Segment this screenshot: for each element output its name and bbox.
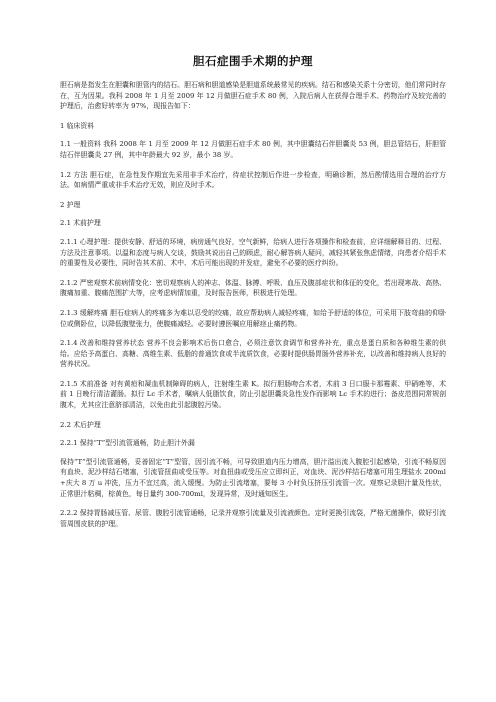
subsection-heading-t-tube: 2.2.1 保持“T”型引流管通畅，防止胆汁外漏 — [60, 439, 195, 448]
section-heading-nursing: 2 护理 — [60, 200, 81, 209]
paragraph-general-data: 1.1 一般资料 我科 2008 年 1 月至 2009 年 12 月做胆石症手术 80 例，其中胆囊结石伴胆囊炎 53 例，胆总管结石，肝胆管结石伴胆囊炎 27 例，其中年龄最大 92 岁，最小 38 岁。 — [60, 140, 446, 159]
paragraph-nutrition: 2.1.4 改善和维持营养状态 营养不良会影响术后伤口愈合，必须注意饮食调节和营养补充，重点是蛋白质和各种维生素的供给。应给予高蛋白、高糖、高维生素、低脂的普通饮食或半流质饮食，必要时提供肠胃肠外营养补充，以改善和维持病人良好的营养状况。 — [60, 339, 446, 369]
paragraph-method: 1.2 方法 胆石症，在急性发作期宜先采用非手术治疗，待症状控制后作进一步检查，明确诊断，然后酌情选用合理的治疗方法。如病情严重或非手术治疗无效，则应及时手术。 — [60, 170, 446, 190]
subsection-heading-postop: 2.2 术后护理 — [60, 420, 101, 429]
section-heading-clinical-data: 1 临床资料 — [60, 121, 95, 130]
paragraph-observation: 2.1.2 严密观察术前病情变化：密切观察病人的神志、体温、脉搏、呼吸、血压及腹部症状和体征的变化，若出现寒战、高热、腹痛加重、腹痛范围扩大等，应考虑病情加重，及时报告医师，积极进行处理。 — [60, 278, 446, 298]
intro-paragraph: 胆石病是指发生在胆囊和胆管内的结石。胆石病和胆道感染是胆道系统最常见的疾病。结石和感染关系十分密切，他们常同时存在，互为因果。我科 2008 年 1 月至 2009 年 12 月做胆石症手术 80 例，入院后病人在获得合理手术、药物治疗及较完善的护理后，治愈好转率为 97%，现报告如下： — [60, 81, 446, 111]
paragraph-pain-relief: 2.1.3 缓解疼痛 胆石症病人的疼痛多为难以忍受的绞痛，故应帮助病人减轻疼痛，如给予舒适的体位，可采用下肢弯曲的仰卧位或侧卧位，以降低腹壁张力，使腹痛减轻。必要时遵医嘱应用解痉止痛药物。 — [60, 308, 446, 328]
paragraph-psychological-care: 2.1.1 心理护理：提供安静、舒适的环境，病房通气良好，空气新鲜，给病人进行各项操作和检查前，应详细解释目的、过程、方法及注意事项。以温和态度与病人交谈，鼓励其说出自己的顾虑，耐心解答病人疑问，减轻其紧张焦虑情绪，向患者介绍手术的重要性及必要性，同时告其术前、术中、术后可能出现的并发症，避免不必要的医疗纠纷。 — [60, 237, 446, 268]
paragraph-preop-preparation: 2.1.5 术前准备 对有黄疸和凝血机制障碍的病人，注射维生素 K。拟行胆肠吻合术者，术前 3 日口服卡那霉素、甲硝唑等，术前 1 日晚行清洁灌肠。拟行 Lc 手术者，嘱病人低脂饮食，防止引起胆囊炎急性发作而影响 Lc 手术的进行；备皮范围同常规剖腹术，尤其应注意脐部清洁，以免由此引起腹腔污染。 — [60, 379, 446, 410]
document-title: 胆石症围手术期的护理 — [193, 54, 313, 68]
paragraph-t-tube: 保持“T”型引流管通畅，妥善固定“T”型管，因引流不畅，可导致胆道内压力增高，胆汁溢出流入腹腔引起感染，引流不畅原因有血块、泥沙样结石堵塞，引流管扭曲或受压等。对血扭曲或受压应立即纠正，对血块、泥沙样结石堵塞可用生理盐水 200ml+庆大 8 万 u 冲洗，压力不宜过高，流入缓慢。为防止引流堵塞，要每 3 小时负压挤压引流管一次。观察记录胆汁量及性状，正常胆汁粘稠，棕黄色，每日量约 300-700ml，发现异常，及时通知医生。 — [60, 457, 446, 498]
paragraph-drainage: 2.2.2 保持胃肠减压管、尿管、腹腔引流管通畅，记录并观察引流量及引流液颜色。定时更换引流袋，严格无菌操作，做好引流管周围皮肤的护理。 — [60, 509, 446, 528]
subsection-heading-preop: 2.1 术前护理 — [60, 219, 101, 228]
